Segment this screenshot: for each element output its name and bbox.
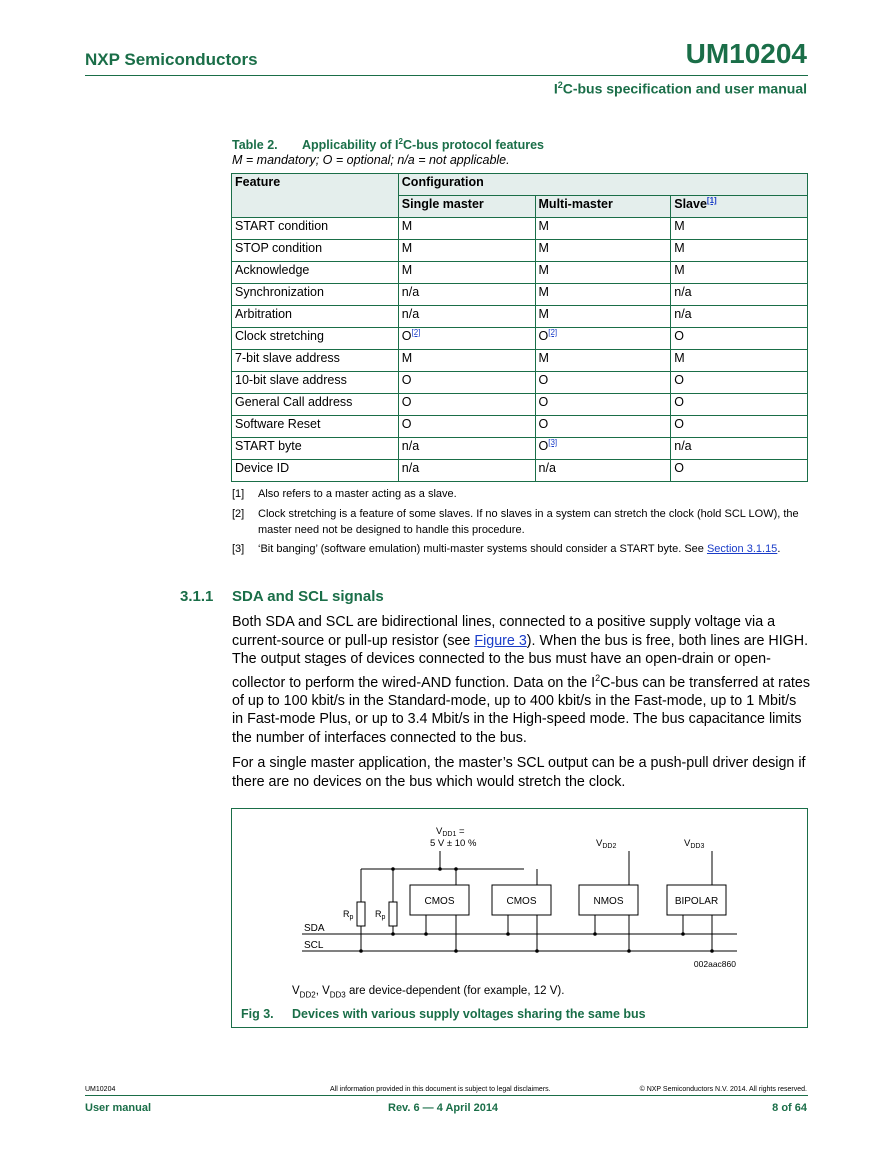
table-row [232, 262, 808, 284]
cell-multi-master: O [535, 394, 671, 416]
cell-multi-master: M [535, 306, 671, 328]
cell-multi-master: M [535, 350, 671, 372]
section-link[interactable]: Section 3.1.15 [706, 543, 778, 555]
cell-feature: 7-bit slave address [232, 350, 399, 372]
table-row [232, 438, 808, 460]
cell-slave: n/a [671, 306, 808, 328]
table-row [232, 328, 808, 350]
vdd2-label: $V_{DD2}$ [596, 838, 617, 850]
footnote-ref-link[interactable]: [1] [706, 196, 717, 205]
cell-slave: n/a [671, 438, 808, 460]
cell-feature: Synchronization [232, 284, 399, 306]
cell-single-master: O [398, 416, 535, 438]
table-row [232, 350, 808, 372]
cell-single-master: M [398, 350, 535, 372]
cell-slave: M [671, 218, 808, 240]
cell-feature: Arbitration [232, 306, 399, 328]
cell-multi-master: M [535, 240, 671, 262]
cell-slave: n/a [671, 284, 808, 306]
table-row [232, 240, 808, 262]
footer-doc-type: User manual [85, 1102, 152, 1114]
header-multi-master: Multi-master [535, 196, 671, 218]
footer-revision: Rev. 6 — 4 April 2014 [388, 1102, 499, 1114]
section-title: SDA and SCL signals [232, 588, 384, 605]
footnote-2: [2] Clock stretching is a feature of some slaves. If no slaves in a system can stretch the clock (hold SCL LOW), the master need not be designed to handle this procedure. [232, 508, 799, 536]
cell-multi-master: M [535, 218, 671, 240]
footer-rule [85, 1095, 808, 1096]
cell-multi-master: O [535, 372, 671, 394]
company-name: NXP Semiconductors [85, 50, 258, 69]
cell-single-master: n/a [398, 438, 535, 460]
cell-feature: General Call address [232, 394, 399, 416]
cell-multi-master: n/a [535, 460, 671, 482]
figure-label: Fig 3. [241, 1007, 274, 1021]
sda-label: SDA [304, 923, 325, 934]
table-row [232, 416, 808, 438]
header-slave: Slave[1] [671, 196, 808, 218]
footnote-ref-link[interactable]: [3] [548, 438, 558, 447]
scl-label: SCL [304, 940, 324, 951]
cell-slave: M [671, 262, 808, 284]
cell-slave: O [671, 328, 808, 350]
rp-label: $R_p$ [343, 909, 354, 921]
cell-single-master: n/a [398, 460, 535, 482]
figure-link[interactable]: Figure 3 [474, 632, 527, 649]
header-feature: Feature [232, 174, 399, 218]
cell-slave: M [671, 240, 808, 262]
cell-single-master: O [398, 394, 535, 416]
figure-title: Devices with various supply voltages sharing the same bus [292, 1007, 646, 1021]
table-row [232, 394, 808, 416]
table-row [232, 306, 808, 328]
header-single-master: Single master [398, 196, 535, 218]
cell-slave: O [671, 394, 808, 416]
header-configuration: Configuration [398, 174, 807, 196]
device-bipolar: BIPOLAR [674, 896, 719, 907]
footnote-3: [3] ‘Bit banging’ (software emulation) multi-master systems should consider a START byte. See Section 3.1.15. [232, 543, 781, 555]
table-note: M = mandatory; O = optional; n/a = not applicable. [232, 153, 510, 167]
protocol-features-table [231, 173, 808, 482]
cell-slave: O [671, 372, 808, 394]
footer-disclaimer: All information provided in this document is subject to legal disclaimers. [330, 1086, 551, 1093]
cell-feature: Software Reset [232, 416, 399, 438]
cell-feature: Clock stretching [232, 328, 399, 350]
paragraph-2: For a single master application, the master’s SCL output can be a push-pull driver design if there are no devices on the bus which would stretch the clock. [232, 755, 806, 790]
section-number: 3.1.1 [180, 588, 214, 605]
cell-single-master: n/a [398, 284, 535, 306]
cell-multi-master: O[3] [535, 438, 671, 460]
cell-single-master: M [398, 262, 535, 284]
cell-multi-master: O [535, 416, 671, 438]
table-row [232, 460, 808, 482]
cell-feature: START condition [232, 218, 399, 240]
cell-multi-master: M [535, 284, 671, 306]
footnote-ref-link[interactable]: [2] [411, 328, 421, 337]
cell-feature: 10-bit slave address [232, 372, 399, 394]
header-rule [85, 75, 808, 76]
document-subtitle: $I^2C$-bus specification and user manual [553, 80, 807, 97]
cell-multi-master: O[2] [535, 328, 671, 350]
cell-single-master: M [398, 240, 535, 262]
cell-feature: STOP condition [232, 240, 399, 262]
document-id: UM10204 [685, 38, 807, 69]
vdd3-label: $V_{DD3}$ [684, 838, 705, 850]
bus-diagram [232, 809, 806, 979]
footer-copyright: © NXP Semiconductors N.V. 2014. All rights reserved. [639, 1086, 807, 1093]
vdd1-value: 5 V ± 10 % [430, 838, 477, 849]
table-row [232, 372, 808, 394]
footer-page: 8 of 64 [772, 1102, 807, 1114]
cell-feature: START byte [232, 438, 399, 460]
vdd1-label: $V_{DD1}$ = [436, 826, 465, 838]
cell-single-master: O[2] [398, 328, 535, 350]
figure-note: $V_{DD2}$, $V_{DD3}$ are device-dependent (for example, 12 V). [292, 985, 565, 1000]
device-nmos: NMOS [593, 896, 624, 907]
paragraph-1: Both SDA and SCL are bidirectional lines, connected to a positive supply voltage via a current-source or pull-up resistor (see Figure 3). When the bus is free, both lines are HIGH. The output stages of devices connected to the bus must have an open-drain or open-collector to perform the wired-AND function. Data on the $I^2C$-bus can be transferred at rates of up to 100 kbit/s in the Standard-mode, up to 400 kbit/s in the Fast-mode, up to 1 Mbit/s in Fast-mode Plus, or up to 3.4 Mbit/s in the High-speed mode. The bus capacitance limits the number of interfaces connected to the bus. [232, 614, 810, 746]
footer-doc-id: UM10204 [85, 1086, 116, 1093]
cell-multi-master: M [535, 262, 671, 284]
cell-feature: Device ID [232, 460, 399, 482]
table-row [232, 284, 808, 306]
device-cmos-2: CMOS [506, 896, 537, 907]
table-title: Table 2. Applicability of $I^2C$-bus protocol features [232, 137, 544, 153]
cell-single-master: M [398, 218, 535, 240]
device-cmos-1: CMOS [424, 896, 455, 907]
cell-single-master: n/a [398, 306, 535, 328]
footnote-1: [1] Also refers to a master acting as a slave. [232, 488, 457, 500]
table-row [232, 218, 808, 240]
footnote-ref-link[interactable]: [2] [548, 328, 558, 337]
cell-feature: Acknowledge [232, 262, 399, 284]
cell-single-master: O [398, 372, 535, 394]
cell-slave: O [671, 460, 808, 482]
cell-slave: M [671, 350, 808, 372]
rp-label: $R_p$ [375, 909, 386, 921]
figure-code: 002aac860 [693, 959, 736, 969]
cell-slave: O [671, 416, 808, 438]
